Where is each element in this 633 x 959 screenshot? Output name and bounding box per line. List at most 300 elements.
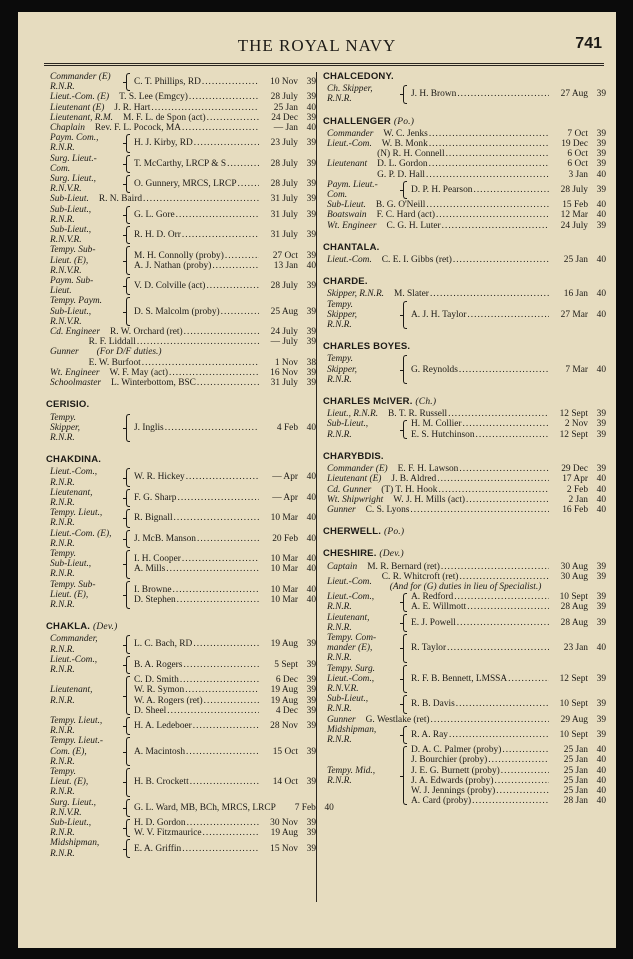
brace-mark bbox=[402, 745, 409, 806]
ship-heading bbox=[323, 549, 606, 559]
leader-dots bbox=[466, 495, 549, 505]
officer-name: C. R. Whitcroft (ret) bbox=[381, 571, 459, 582]
rank-line: Captain bbox=[327, 561, 358, 572]
leader-dots bbox=[187, 818, 259, 828]
officer-group bbox=[323, 562, 606, 572]
rank-line: Wt. Shipwright bbox=[327, 494, 384, 505]
seniority-year: 39 bbox=[306, 828, 316, 839]
rank-line: R.N.R. bbox=[327, 94, 352, 105]
dots-leader bbox=[379, 409, 386, 419]
ship-section bbox=[323, 243, 606, 265]
rank-line: R.N.R. bbox=[50, 214, 75, 225]
rank-line: Tempy. Lieut.- bbox=[50, 736, 104, 747]
officer-group bbox=[46, 113, 316, 123]
brace-mark bbox=[402, 725, 409, 745]
officer-list bbox=[134, 159, 316, 169]
seniority-date: 2 Jan bbox=[568, 494, 588, 505]
rank-line: Lieutenant, bbox=[50, 685, 93, 696]
officer-name: M. Slater bbox=[394, 289, 429, 300]
brace-mark bbox=[125, 818, 132, 838]
seniority-year: 39 bbox=[596, 419, 606, 430]
seniority-date: 25 Jan bbox=[563, 755, 588, 766]
officer-group bbox=[46, 337, 316, 368]
officer-group bbox=[46, 133, 316, 153]
seniority-date: 28 Aug bbox=[560, 617, 588, 628]
seniority-year: 40 bbox=[596, 210, 606, 221]
officer-entry bbox=[119, 92, 316, 102]
seniority-date: 28 Jan bbox=[563, 796, 588, 807]
officer-group bbox=[46, 797, 334, 818]
rank-line: Tempy. bbox=[50, 767, 76, 777]
officer-list bbox=[134, 534, 316, 544]
ship-section bbox=[323, 527, 606, 537]
seniority-year: 40 bbox=[306, 564, 316, 575]
officer-group bbox=[323, 505, 606, 515]
officer-group bbox=[46, 103, 316, 113]
officer-entry bbox=[411, 643, 606, 653]
seniority-date: — Apr bbox=[272, 472, 298, 483]
rank-label bbox=[323, 300, 401, 331]
dots-leader bbox=[367, 200, 374, 210]
rank-line: R.N.R. bbox=[50, 599, 75, 610]
rank-label bbox=[323, 725, 401, 745]
officer-entry bbox=[134, 307, 316, 317]
leader-dots bbox=[189, 92, 259, 102]
seniority-year: 39 bbox=[306, 705, 316, 716]
leader-dots bbox=[426, 170, 549, 180]
ship-class: (Dev.) bbox=[379, 549, 404, 560]
ship-name: CHALLENGER bbox=[323, 115, 391, 127]
brace-mark bbox=[125, 225, 132, 245]
rank-line: Sub-Lieut., bbox=[327, 419, 369, 430]
officer-name: A. Mills bbox=[134, 564, 166, 575]
ship-class: (Po.) bbox=[393, 116, 415, 127]
rank-label bbox=[323, 129, 373, 139]
officer-entry bbox=[134, 251, 316, 261]
leader-dots bbox=[459, 365, 549, 375]
rank-label bbox=[46, 276, 124, 296]
seniority-date: — Apr bbox=[272, 492, 298, 503]
officer-name: C. D. Smith bbox=[134, 675, 179, 686]
officer-name: E. J. Powell bbox=[411, 617, 456, 628]
rank-line: Com. bbox=[50, 163, 71, 174]
seniority-date: 7 Oct bbox=[567, 128, 588, 139]
rank-label bbox=[46, 245, 124, 276]
leader-dots bbox=[177, 595, 259, 605]
officer-entry bbox=[134, 675, 316, 685]
rank-line: Tempy. bbox=[50, 548, 76, 559]
leader-dots bbox=[180, 675, 259, 685]
officer-entry bbox=[377, 149, 606, 159]
rank-label bbox=[46, 174, 124, 194]
officer-list bbox=[134, 472, 316, 482]
ship-name: CHALCEDONY. bbox=[323, 71, 394, 82]
seniority-year: 39 bbox=[596, 592, 606, 603]
rank-line: R.N.R. bbox=[50, 644, 75, 655]
officer-name: W. J. H. Mills (act) bbox=[393, 494, 466, 505]
rank-label bbox=[46, 467, 124, 487]
officer-name: M. F. L. de Spon (act) bbox=[123, 112, 206, 123]
ship-section bbox=[46, 455, 316, 610]
officer-name: W. B. Monk bbox=[381, 139, 428, 150]
leader-dots bbox=[151, 103, 259, 113]
officer-name: G. Westlake (ret) bbox=[365, 714, 430, 725]
officer-name: O. Gunnery, MRCS, LRCP bbox=[134, 179, 237, 190]
brace-mark bbox=[125, 508, 132, 528]
seniority-year: 39 bbox=[306, 721, 316, 732]
rank-label bbox=[323, 474, 381, 484]
officer-entry bbox=[381, 485, 606, 495]
rank-label bbox=[323, 562, 357, 572]
officer-entry bbox=[134, 281, 316, 291]
ship-heading bbox=[323, 527, 606, 537]
officer-name: B. T. R. Russell bbox=[388, 409, 448, 420]
rank-line: Com. (E), bbox=[50, 746, 87, 757]
rank-line: R.N.R. bbox=[50, 695, 75, 706]
rank-line: Surg. Lieut., bbox=[50, 174, 97, 185]
rank-line: Skipper, R.N.R. bbox=[327, 289, 385, 300]
seniority-year: 40 bbox=[596, 504, 606, 515]
seniority-year: 39 bbox=[596, 561, 606, 572]
rank-label bbox=[323, 419, 401, 439]
ship-heading bbox=[323, 72, 606, 82]
officer-name: L. C. Bach, RD bbox=[134, 639, 193, 650]
leader-dots bbox=[496, 786, 549, 796]
dots-leader bbox=[100, 368, 107, 378]
dots-leader bbox=[101, 327, 108, 337]
seniority-year: 39 bbox=[306, 337, 316, 348]
seniority-date: 31 July bbox=[270, 194, 298, 205]
officer-list bbox=[411, 419, 606, 439]
officer-entry bbox=[411, 419, 606, 429]
rank-line: Lieutenant, R.M. bbox=[50, 112, 114, 123]
officer-group bbox=[323, 572, 606, 592]
seniority-year: 38 bbox=[306, 357, 316, 368]
rank-line: Lieut.-Com., bbox=[327, 673, 375, 684]
officer-group bbox=[46, 467, 316, 487]
seniority-date: 25 Jan bbox=[563, 765, 588, 776]
officer-group bbox=[323, 409, 606, 419]
officer-entry bbox=[391, 474, 606, 484]
officer-list bbox=[99, 194, 316, 204]
officer-entry bbox=[134, 660, 316, 670]
seniority-year: 40 bbox=[596, 765, 606, 776]
seniority-year: 40 bbox=[596, 169, 606, 180]
officer-list bbox=[134, 307, 316, 317]
dots-leader bbox=[389, 464, 396, 474]
officer-entry bbox=[411, 592, 606, 602]
rank-line: Tempy. Lieut., bbox=[50, 508, 103, 519]
seniority-year: 40 bbox=[596, 309, 606, 320]
seniority-year: 40 bbox=[596, 200, 606, 211]
officer-group bbox=[46, 72, 316, 92]
ship-section bbox=[323, 72, 606, 105]
seniority-date: 28 July bbox=[560, 184, 588, 195]
officer-entry bbox=[134, 696, 316, 706]
rank-label bbox=[323, 84, 401, 104]
seniority-year: 39 bbox=[306, 777, 316, 788]
rank-label bbox=[46, 123, 85, 133]
seniority-date: 30 Aug bbox=[560, 561, 588, 572]
ship-heading bbox=[323, 342, 606, 352]
rank-label bbox=[46, 205, 124, 225]
seniority-date: 10 Mar bbox=[270, 594, 298, 605]
officer-entry bbox=[411, 699, 606, 709]
officer-entry bbox=[134, 554, 316, 564]
rank-label bbox=[323, 180, 401, 200]
rank-label bbox=[46, 685, 124, 705]
rank-line: Tempy. Surg. bbox=[327, 663, 376, 674]
ship-section bbox=[323, 397, 606, 440]
officer-name: W. C. Jenks bbox=[383, 128, 428, 139]
officer-list bbox=[134, 554, 316, 574]
officer-group bbox=[46, 413, 316, 444]
officer-list bbox=[134, 423, 316, 433]
seniority-date: 10 Sept bbox=[559, 729, 588, 740]
rank-label bbox=[46, 103, 104, 113]
officer-group bbox=[46, 488, 316, 508]
brace-mark bbox=[125, 655, 132, 675]
officer-entry bbox=[134, 802, 334, 813]
dots-leader bbox=[114, 113, 121, 123]
rank-label bbox=[323, 766, 401, 786]
rank-line: Tempy. Sub- bbox=[50, 245, 96, 256]
leader-dots bbox=[467, 310, 549, 320]
ship-section bbox=[323, 117, 606, 231]
rank-line: Commander (E) bbox=[50, 72, 111, 82]
rank-label bbox=[323, 210, 367, 220]
seniority-date: 29 Dec bbox=[561, 464, 588, 475]
rank-line: Cd. Engineer bbox=[50, 327, 100, 338]
rank-line: Gunner bbox=[50, 347, 79, 358]
officer-group bbox=[323, 129, 606, 139]
seniority-date: 30 Nov bbox=[270, 818, 298, 829]
officer-group bbox=[46, 549, 316, 580]
rank-line: R.N.R. bbox=[50, 432, 75, 443]
rank-line: Schoolmaster bbox=[50, 378, 102, 389]
officer-entry bbox=[99, 194, 316, 204]
seniority-year: 39 bbox=[306, 367, 316, 378]
leader-dots bbox=[438, 485, 549, 495]
seniority-year: 39 bbox=[596, 729, 606, 740]
dots-leader bbox=[80, 337, 87, 368]
rank-line: R.N.R. bbox=[50, 477, 75, 488]
ship-heading bbox=[46, 400, 316, 410]
seniority-year: 40 bbox=[596, 785, 606, 796]
officer-name: (For D/F duties.) bbox=[96, 347, 162, 358]
leader-dots bbox=[193, 639, 259, 649]
seniority-date: 15 Nov bbox=[270, 843, 298, 854]
dots-leader bbox=[358, 562, 365, 572]
ship-section bbox=[46, 400, 316, 443]
rank-line: Lieutenant, bbox=[50, 487, 93, 498]
officer-name: B. G. O'Neill bbox=[375, 200, 426, 211]
seniority-year: 39 bbox=[596, 699, 606, 710]
seniority-year: 39 bbox=[596, 149, 606, 160]
officer-name: L. Winterbottom, BSC bbox=[111, 378, 196, 389]
rank-line: Sub-Lieut., bbox=[50, 818, 92, 829]
rank-line: Tempy. Paym. bbox=[50, 296, 102, 307]
dots-leader bbox=[372, 485, 379, 495]
leader-dots bbox=[212, 261, 259, 271]
seniority-year: 39 bbox=[596, 429, 606, 440]
officer-name: H. M. Collier bbox=[411, 419, 462, 430]
seniority-date: 6 Dec bbox=[275, 675, 298, 686]
seniority-year: 40 bbox=[306, 594, 316, 605]
rank-line: Lieut.-Com., bbox=[327, 592, 375, 603]
seniority-year: 39 bbox=[306, 675, 316, 686]
rank-line: Tempy. bbox=[327, 354, 353, 365]
officer-entry bbox=[382, 139, 606, 149]
leader-dots bbox=[167, 706, 259, 716]
seniority-year: 40 bbox=[306, 472, 316, 483]
rank-label bbox=[46, 798, 124, 818]
seniority-date: 1 Nov bbox=[274, 357, 298, 368]
seniority-date: 29 Aug bbox=[560, 714, 588, 725]
officer-name: I. Browne bbox=[134, 584, 172, 595]
seniority-date: — July bbox=[270, 337, 298, 348]
seniority-year: 39 bbox=[596, 714, 606, 725]
rank-line: R.N.R. bbox=[327, 622, 352, 633]
ship-class: (Dev.) bbox=[93, 622, 118, 633]
rank-line: R.N.R. bbox=[50, 726, 75, 737]
brace-mark bbox=[402, 419, 409, 439]
rank-line: R.N.R. bbox=[50, 82, 75, 93]
officer-entry bbox=[411, 755, 606, 765]
rank-line: Sub-Lieut., bbox=[50, 306, 92, 317]
rank-line: Boatswain bbox=[327, 210, 367, 221]
dots-leader bbox=[385, 289, 392, 299]
leader-dots bbox=[176, 210, 259, 220]
officer-list bbox=[411, 730, 606, 740]
officer-list bbox=[377, 149, 606, 180]
seniority-year: 39 bbox=[596, 673, 606, 684]
seniority-date: 6 Oct bbox=[567, 159, 588, 170]
seniority-date: 20 Feb bbox=[272, 533, 298, 544]
ship-section bbox=[46, 72, 316, 388]
rank-line: Lieut.-Com., bbox=[50, 654, 98, 665]
rank-line: Skipper, bbox=[327, 309, 357, 320]
seniority-date: 19 Aug bbox=[270, 695, 298, 706]
seniority-year: 39 bbox=[306, 281, 316, 292]
seniority-date: 24 Dec bbox=[271, 112, 298, 123]
rank-label bbox=[46, 72, 124, 92]
leader-dots bbox=[186, 472, 259, 482]
rank-label bbox=[46, 368, 99, 378]
seniority-date: 28 Nov bbox=[270, 721, 298, 732]
brace-mark bbox=[125, 72, 132, 92]
officer-entry bbox=[393, 495, 606, 505]
rank-line: Surg. Lieut.- bbox=[50, 153, 97, 164]
rank-label bbox=[46, 154, 124, 174]
officer-name: R. W. Orchard (ret) bbox=[110, 327, 183, 338]
officer-entry bbox=[411, 618, 606, 628]
seniority-date: 10 Mar bbox=[270, 564, 298, 575]
seniority-year: 40 bbox=[596, 755, 606, 766]
officer-entry bbox=[134, 210, 316, 220]
seniority-date: 27 Aug bbox=[560, 89, 588, 100]
leader-dots bbox=[459, 464, 549, 474]
leader-dots bbox=[182, 230, 259, 240]
seniority-date: 31 July bbox=[270, 209, 298, 220]
dots-leader bbox=[357, 715, 364, 725]
officer-group bbox=[323, 149, 606, 180]
officer-group bbox=[46, 194, 316, 204]
officer-entry bbox=[134, 513, 316, 523]
seniority-year: 40 bbox=[596, 289, 606, 300]
page-header bbox=[18, 36, 616, 60]
officer-list bbox=[391, 474, 606, 484]
leader-dots bbox=[495, 776, 549, 786]
rank-line: Paym. Com., bbox=[50, 133, 99, 144]
officer-group bbox=[46, 174, 316, 194]
seniority-date: 19 Aug bbox=[270, 828, 298, 839]
rank-line: R.N.R. bbox=[327, 734, 352, 745]
leader-dots bbox=[182, 123, 259, 133]
ship-section bbox=[323, 452, 606, 515]
officer-entry bbox=[411, 745, 606, 755]
seniority-year: 40 bbox=[596, 494, 606, 505]
ship-section bbox=[323, 342, 606, 385]
dots-leader bbox=[373, 572, 380, 592]
brace-mark bbox=[125, 467, 132, 487]
officer-name: C. G. H. Luter bbox=[386, 220, 441, 231]
officer-group bbox=[323, 221, 606, 231]
seniority-year: 40 bbox=[306, 123, 316, 134]
officer-entry bbox=[383, 129, 606, 139]
rank-label bbox=[46, 327, 100, 337]
rank-line: Cd. Gunner bbox=[327, 484, 372, 495]
leader-dots bbox=[137, 337, 259, 347]
seniority-year: 39 bbox=[596, 184, 606, 195]
seniority-year: 39 bbox=[306, 92, 316, 103]
rank-line: Wt. Engineer bbox=[327, 220, 377, 231]
dots-leader bbox=[374, 129, 381, 139]
officer-list bbox=[386, 221, 606, 231]
brace-mark bbox=[125, 798, 132, 818]
officer-entry bbox=[134, 564, 316, 574]
dots-leader bbox=[110, 92, 117, 102]
rank-line: Lieutenant bbox=[327, 159, 368, 170]
officer-entry bbox=[411, 674, 606, 684]
officer-entry bbox=[134, 230, 316, 240]
brace-mark bbox=[125, 174, 132, 194]
rank-line: Surg. Lieut., bbox=[50, 797, 97, 808]
officer-group bbox=[323, 725, 606, 745]
officer-group bbox=[323, 354, 606, 385]
leader-dots bbox=[206, 281, 259, 291]
officer-entry bbox=[95, 123, 316, 133]
leader-dots bbox=[488, 755, 549, 765]
brace-mark bbox=[402, 180, 409, 200]
rank-line: Chaplain bbox=[50, 123, 85, 134]
officer-list bbox=[411, 185, 606, 195]
officer-list bbox=[134, 802, 334, 813]
seniority-date: 27 Mar bbox=[560, 309, 588, 320]
officer-group bbox=[46, 245, 316, 276]
officer-group bbox=[323, 715, 606, 725]
right-column bbox=[323, 72, 606, 806]
officer-list bbox=[411, 310, 606, 320]
seniority-year: 40 bbox=[306, 492, 316, 503]
rank-label bbox=[46, 655, 124, 675]
seniority-year: 39 bbox=[306, 378, 316, 389]
dots-leader bbox=[377, 221, 384, 231]
officer-list bbox=[382, 572, 606, 592]
leader-dots bbox=[467, 602, 549, 612]
seniority-date: 10 Mar bbox=[270, 513, 298, 524]
brace-mark bbox=[402, 354, 409, 385]
